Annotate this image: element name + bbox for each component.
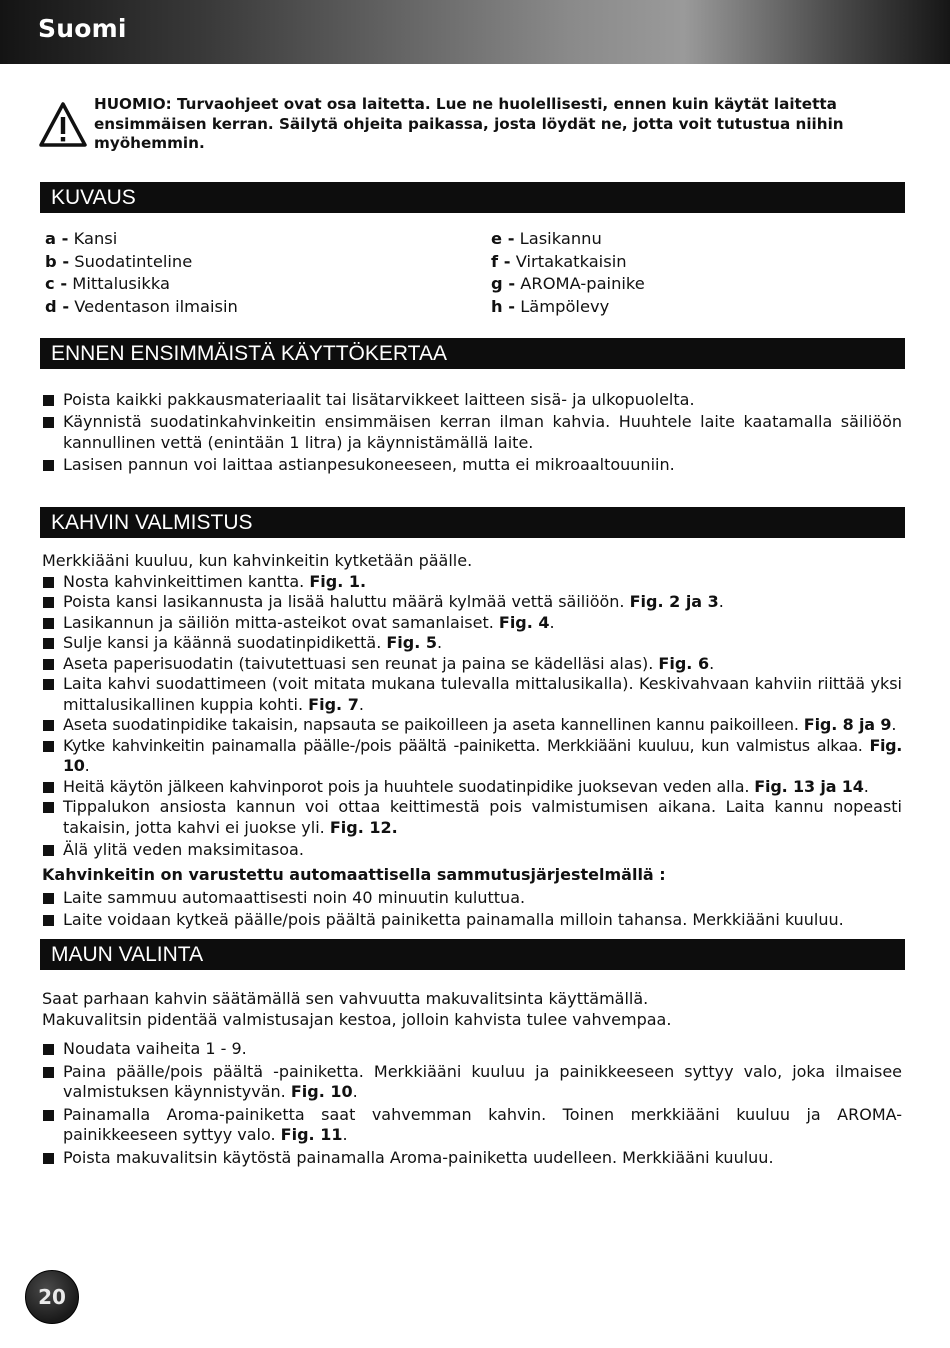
page-number: 20 xyxy=(25,1270,79,1324)
section-ennen-title: ENNEN ENSIMMÄISTÄ KÄYTTÖKERTAA xyxy=(40,338,905,369)
list-item: Käynnistä suodatinkahvinkeitin ensimmäisen kerran ilman kahvia. Huuhtele laite kaatamalla säiliöön kannullinen vettä (enintään 1 litra) ja käynnistämällä laite. xyxy=(42,412,902,453)
description-list-right xyxy=(491,228,645,319)
description-list-left xyxy=(45,228,238,319)
description-item: f - Virtakatkaisin xyxy=(491,251,627,271)
list-item: Poista kansi lasikannusta ja lisää haluttu määrä kylmää vettä säiliöön. Fig. 2 ja 3. xyxy=(42,592,902,613)
list-item: Tippalukon ansiosta kannun voi ottaa keittimestä pois valmistumisen aikana. Laita kannu nopeasti takaisin, jotta kahvi ei juokse yli. Fig. 12. xyxy=(42,797,902,838)
list-item: Aseta suodatinpidike takaisin, napsauta se paikoilleen ja aseta kannellinen kannu paikoilleen. Fig. 8 ja 9. xyxy=(42,715,902,736)
maku-intro-1: Saat parhaan kahvin säätämällä sen vahvuutta makuvalitsinta käyttämällä. xyxy=(42,989,649,1008)
safety-warning: HUOMIO: Turvaohjeet ovat osa laitetta. Lue ne huolellisesti, ennen kuin käytät laitetta ensimmäisen kerran. Säilytä ohjeita paikassa, josta löydät ne, jotta voit tutustua niihin myöhemmin. xyxy=(94,95,844,152)
language-title: Suomi xyxy=(38,14,127,43)
ennen-list-block xyxy=(42,390,902,477)
section-valmistus-title: KAHVIN VALMISTUS xyxy=(40,507,905,538)
description-item: g - AROMA-painike xyxy=(491,274,645,294)
description-item: h - Lämpölevy xyxy=(491,297,610,317)
auto-shutdown-heading: Kahvinkeitin on varustettu automaattisella sammutusjärjestelmällä : xyxy=(42,864,666,884)
section-maku-title: MAUN VALINTA xyxy=(40,939,905,970)
warning-triangle-icon xyxy=(38,100,88,150)
description-item: b - Suodatinteline xyxy=(45,251,193,271)
maku-intro-2: Makuvalitsin pidentää valmistusajan kestoa, jolloin kahvista tulee vahvempaa. xyxy=(42,1009,672,1029)
maku-block xyxy=(42,989,902,1168)
list-item: Aseta paperisuodatin (taivutettuasi sen reunat ja paina se kädelläsi alas). Fig. 6. xyxy=(42,654,902,675)
description-item: e - Lasikannu xyxy=(491,229,602,248)
description-item: c - Mittalusikka xyxy=(45,274,170,294)
list-item: Lasikannun ja säiliön mitta-asteikot ovat samanlaiset. Fig. 4. xyxy=(42,613,902,634)
list-item: Paina päälle/pois päältä -painiketta. Merkkiääni kuuluu ja painikkeeseen syttyy valo, joka ilmaisee valmistuksen käynnistyvän. Fig. 10. xyxy=(42,1062,902,1103)
description-item: d - Vedentason ilmaisin xyxy=(45,297,238,317)
section-kuvaus-title: KUVAUS xyxy=(40,182,905,213)
list-item: Älä ylitä veden maksimitasoa. xyxy=(42,840,902,861)
list-item: Laite voidaan kytkeä päälle/pois päältä painiketta painamalla milloin tahansa. Merkkiääni kuuluu. xyxy=(42,910,902,931)
list-item: Lasisen pannun voi laittaa astianpesukoneeseen, mutta ei mikroaaltouuniin. xyxy=(42,455,902,476)
list-item: Poista makuvalitsin käytöstä painamalla Aroma-painiketta uudelleen. Merkkiääni kuuluu. xyxy=(42,1148,902,1169)
list-item: Sulje kansi ja käännä suodatinpidikettä. Fig. 5. xyxy=(42,633,902,654)
description-item: a - Kansi xyxy=(45,229,118,248)
list-item: Laita kahvi suodattimeen (voit mitata mukana tulevalla mittalusikalla). Keskivahvaan kahviin riittää yksi mittalusikallinen kuppia kohti. Fig. 7. xyxy=(42,674,902,715)
list-item: Painamalla Aroma-painiketta saat vahvemman kahvin. Toinen merkkiääni kuuluu ja AROMA-painikkeeseen syttyy valo. Fig. 11. xyxy=(42,1105,902,1146)
list-item: Noudata vaiheita 1 - 9. xyxy=(42,1039,902,1060)
valmistus-block xyxy=(42,551,902,932)
list-item: Poista kaikki pakkausmateriaalit tai lisätarvikkeet laitteen sisä- ja ulkopuolelta. xyxy=(42,390,902,411)
list-item: Laite sammuu automaattisesti noin 40 minuutin kuluttua. xyxy=(42,888,902,909)
valmistus-intro: Merkkiääni kuuluu, kun kahvinkeitin kytketään päälle. xyxy=(42,551,473,570)
header-band xyxy=(0,0,950,64)
list-item: Nosta kahvinkeittimen kantta. Fig. 1. xyxy=(42,572,902,593)
list-item: Heitä käytön jälkeen kahvinporot pois ja huuhtele suodatinpidike juoksevan veden alla. Fig. 13 ja 14. xyxy=(42,777,902,798)
list-item: Kytke kahvinkeitin painamalla päälle-/pois päältä -painiketta. Merkkiääni kuuluu, kun valmistus alkaa. Fig. 10. xyxy=(42,736,902,777)
